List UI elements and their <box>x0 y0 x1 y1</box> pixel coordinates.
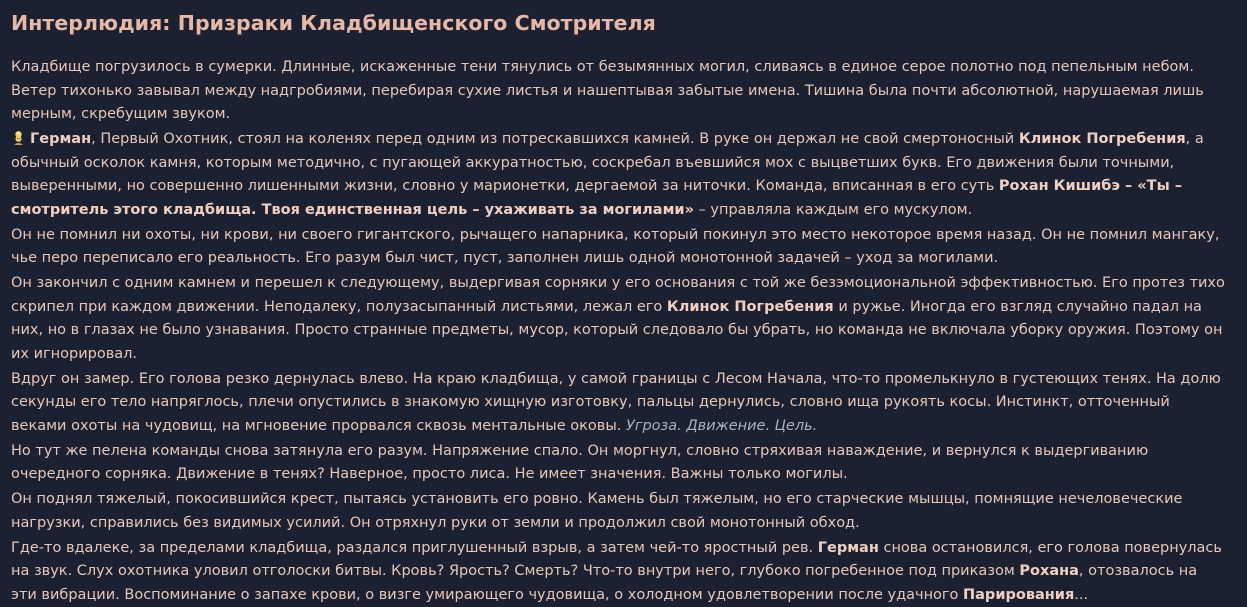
paragraph-8: Где-то вдалеке, за пределами кладбища, раздался приглушенный взрыв, а затем чей-то яростный рев. Герман снова остановился, его голова повернулась на звук. Слух охотника уловил отголоски битвы. Кровь? Ярость? Смерть? Что-то внутри него, глубоко погребенное под приказом Рохана, отозвалось на эти вибрации. Воспоминание о запахе крови, о визге умирающего чудовища, о холодном удовлетворении после удачного Парирования... <box>11 537 1225 607</box>
paragraph-4: Он закончил с одним камнем и перешел к следующему, выдергивая сорняки у его основания с той же безэмоциональной эффективностью. Его протез тихо скрипел при каждом движении. Неподалеку, полузасыпанный листьями, лежал его Клинок Погребения и ружье. Иногда его взгляд случайно падал на них, но в глазах не было узнавания. Просто странные предметы, мусор, который следовало бы убрать, но команда не включала уборку оружия. Поэтому он их игнорировал. <box>11 272 1225 366</box>
paragraph-2: Герман, Первый Охотник, стоял на коленях перед одним из потрескавшихся камней. В руке он держал не свой смертоносный Клинок Погребения, а обычный осколок камня, которым методично, с пугающей аккуратностью, соскребал въевшийся мох с выцветших букв. Его движения были точными, выверенными, но совершенно лишенными жизни, словно у марионетки, дергаемой за ниточки. Команда, вписанная в его суть Рохан Кишибэ – «Ты – смотритель этого кладбища. Твоя единственная цель – ухаживать за могилами» – управляла каждым его мускулом. <box>11 128 1225 222</box>
instinct-thought: Угроза. Движение. Цель. <box>626 418 817 434</box>
character-name-rohan: Рохана <box>1019 563 1079 579</box>
skill-parry: Парирования <box>963 587 1074 603</box>
paragraph-3: Он не помнил ни охоты, ни крови, ни своего гигантского, рычащего напарника, который покинул это место некоторое время назад. Он не помнил мангаку, чье перо переписало его реальность. Его разум был чист, пуст, заполнен лишь одной монотонной задачей – уход за могилами. <box>11 224 1225 271</box>
item-burial-blade: Клинок Погребения <box>667 299 834 315</box>
paragraph-1: Кладбище погрузилось в сумерки. Длинные, искаженные тени тянулись от безымянных могил, сливаясь в единое серое полотно под пепельным небом. Ветер тихонько завывал между надгробиями, перебирая сухие листья и нашептывая забытые имена. Тишина была почти абсолютной, нарушаемая лишь мерным, скребущим звуком. <box>11 56 1225 127</box>
character-name-german: Герман <box>818 540 879 556</box>
item-burial-blade: Клинок Погребения <box>1019 131 1186 147</box>
paragraph-5: Вдруг он замер. Его голова резко дернулась влево. На краю кладбища, у самой границы с Лесом Начала, что-то промелькнуло в густеющих тенях. На долю секунды его тело напряглось, плечи опустились в знакомую хищную изготовку, пальцы дернулись, словно ища рукоять косы. Инстинкт, отточенный веками охоты на чудовищ, на мгновение прорвался сквозь ментальные оковы. Угроза. Движение. Цель. <box>11 368 1225 439</box>
paragraph-6: Но тут же пелена команды снова затянула его разум. Напряжение спало. Он моргнул, словно стряхивая наваждение, и вернулся к выдергиванию очередного сорняка. Движение в тенях? Наверное, просто лиса. Не имеет значения. Важны только могилы. <box>11 440 1225 487</box>
person-icon <box>11 130 26 145</box>
character-name-german: Герман <box>30 131 91 147</box>
paragraph-7: Он поднял тяжелый, покосившийся крест, пытаясь установить его ровно. Камень был тяжелым, но его старческие мышцы, помнящие нечеловеческие нагрузки, справились без видимых усилий. Он отряхнул руки от земли и продолжил свой монотонный обход. <box>11 488 1225 535</box>
command-text: Рохан Кишибэ – «Ты – смотритель этого кладбища. Твоя единственная цель – ухаживать за могилами» <box>11 178 1182 218</box>
chapter-title: Интерлюдия: Призраки Кладбищенского Смотрителя <box>11 8 1225 38</box>
